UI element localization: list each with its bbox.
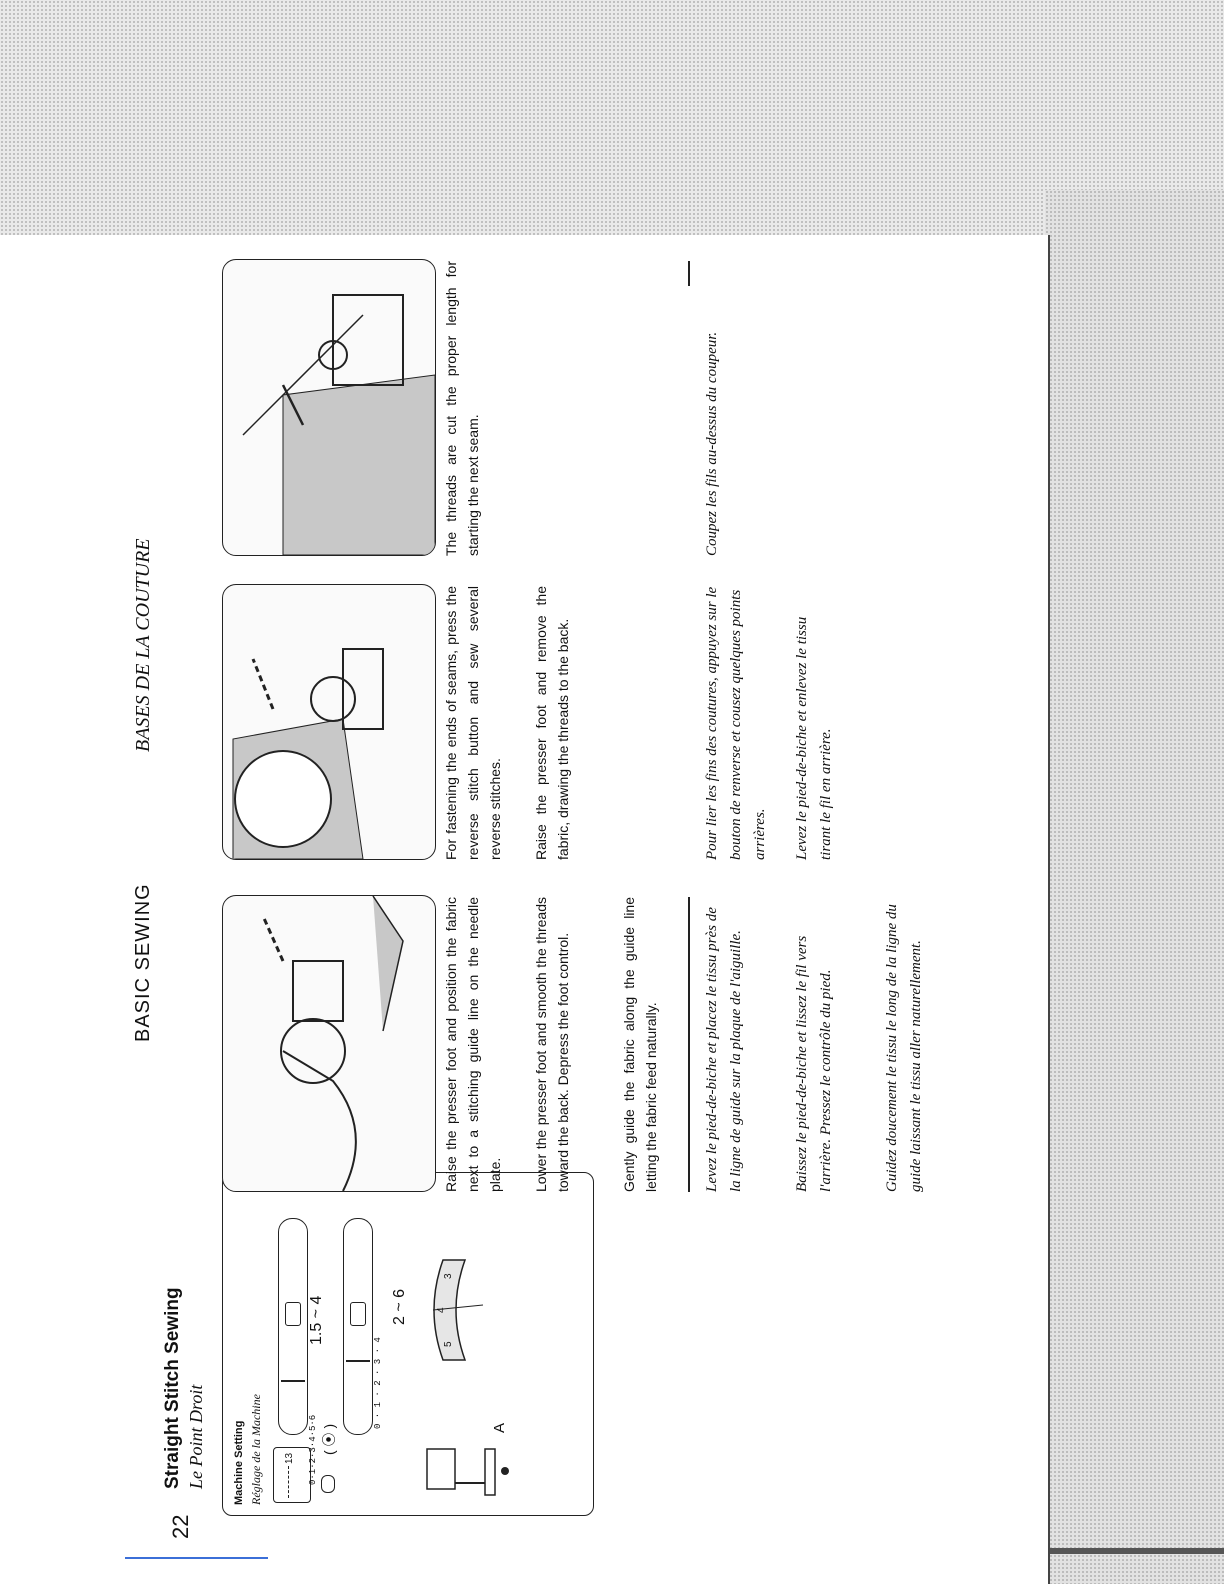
machine-setting-label: Machine Setting (233, 1420, 245, 1505)
zigzag-window (285, 1302, 301, 1326)
machine-setting-label-fr: Réglage de la Machine (249, 1394, 263, 1505)
length-window (350, 1302, 366, 1326)
stitch-width-dial (278, 1218, 308, 1435)
step-fr-4: Pour lier les fins des coutures, appuyez sur le bouton de renverse et cousez quelques points arrières. (704, 586, 768, 860)
thread-tension-dial (423, 1255, 507, 1365)
dial-marker (281, 1381, 305, 1383)
page-header-fr: BASES DE LA COUTURE (132, 538, 154, 752)
pattern-number: 13 (284, 1452, 295, 1464)
foot-label: A (491, 1422, 508, 1433)
tension-mark-3: 3 (443, 1273, 454, 1279)
divider-col3 (688, 261, 690, 286)
step-fr-1: Levez le pied-de-biche et placez le tissu près de la ligne de guide sur la plaque de l'aiguille. (704, 907, 744, 1192)
section-title-fr: Le Point Droit (186, 1384, 206, 1489)
step-en-1: Raise the presser foot and position the fabric next to a stitching guide line on the needle plate. (443, 897, 503, 1192)
dial-marker (346, 1361, 370, 1363)
stitch-width-range: 2 ~ 6 (391, 1288, 408, 1325)
figure-thread-cutter (222, 259, 436, 556)
straight-stitch-icon (288, 1466, 289, 1498)
tension-mark-4: 4 (436, 1307, 447, 1313)
stitch-length-range: 1.5 ~ 4 (308, 1295, 325, 1345)
pattern-selector-box (273, 1447, 311, 1503)
presser-foot-a (423, 1439, 513, 1503)
step-en-6: The threads are cut the proper length for starting the next seam. (443, 261, 481, 556)
figure-raise-presser-foot (222, 895, 436, 1192)
machine-setting-panel (222, 1172, 594, 1516)
tension-mark-5: 5 (443, 1341, 454, 1347)
step-fr-3: Guidez doucement le tissu le long de la ligne du guide laissant le tissu aller naturellement. (884, 904, 924, 1192)
step-en-3: Gently guide the fabric along the guide line letting the fabric feed naturally. (621, 897, 659, 1192)
figure-reverse-stitch (222, 584, 436, 860)
section-title-en: Straight Stitch Sewing (162, 1287, 183, 1489)
step-fr-6: Coupez les fils au-dessus du coupeur. (704, 331, 720, 556)
step-en-4: For fastening the ends of seams, press the reverse stitch button and sew several reverse stitches. (443, 586, 503, 860)
step-fr-2: Baissez le pied-de-biche et lissez le fil vers l'arrière. Pressez le contrôle du pied. (794, 935, 834, 1192)
divider-col1 (688, 897, 690, 1192)
step-en-2: Lower the presser foot and smooth the threads toward the back. Depress the foot control. (533, 897, 571, 1192)
step-en-5: Raise the presser foot and remove the fabric, drawing the threads to the back. (533, 586, 571, 860)
page-number: 22 (168, 1514, 193, 1539)
step-fr-5: Levez le pied-de-biche et enlevez le tissu tirant le fil en arrière. (794, 616, 834, 860)
needle-position-center-icon: ( ⦿ ) (321, 1423, 337, 1455)
width-scale: 0·1·2·3·4·5·6 (308, 1414, 318, 1485)
length-scale: 0 · 1 · 2 · 3 · 4 (373, 1337, 383, 1429)
page-header-en: BASIC SEWING (132, 883, 154, 1042)
needle-position-icon (321, 1475, 335, 1493)
stitch-length-dial (343, 1218, 373, 1435)
